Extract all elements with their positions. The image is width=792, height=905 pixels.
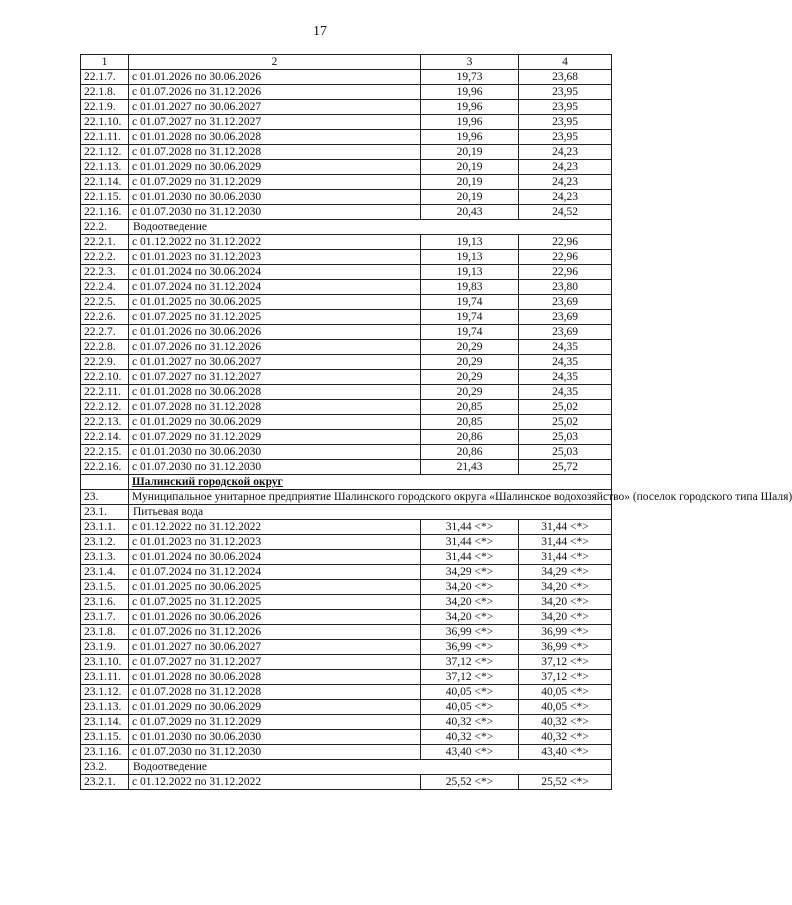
col4-value: 24,35: [519, 370, 612, 385]
period-cell: с 01.07.2027 по 31.12.2027: [129, 655, 421, 670]
period-cell: с 01.01.2030 по 30.06.2030: [129, 730, 421, 745]
section-label: Водоотведение: [129, 220, 612, 235]
header-col-3: 3: [421, 55, 519, 70]
row-number: 22.1.12.: [81, 145, 129, 160]
row-number: 23.1.13.: [81, 700, 129, 715]
table-row: [81, 340, 612, 355]
col4-value: 24,23: [519, 160, 612, 175]
col3-value: 19,13: [421, 265, 519, 280]
table-row: [81, 415, 612, 430]
period-cell: с 01.01.2026 по 30.06.2026: [129, 610, 421, 625]
period-cell: с 01.07.2028 по 31.12.2028: [129, 685, 421, 700]
section-label: Питьевая вода: [129, 505, 612, 520]
col4-value: 23,69: [519, 310, 612, 325]
table-row: [81, 130, 612, 145]
period-cell: с 01.01.2027 по 30.06.2027: [129, 355, 421, 370]
period-cell: с 01.01.2028 по 30.06.2028: [129, 385, 421, 400]
period-cell: с 01.01.2026 по 30.06.2026: [129, 325, 421, 340]
col4-value: 40,05 <*>: [519, 685, 612, 700]
col4-value: 31,44 <*>: [519, 535, 612, 550]
row-number: 22.2.5.: [81, 295, 129, 310]
col3-value: 19,73: [421, 70, 519, 85]
period-cell: с 01.07.2029 по 31.12.2029: [129, 175, 421, 190]
table-row: [81, 565, 612, 580]
row-number: 23.1.6.: [81, 595, 129, 610]
section-number: 23.1.: [81, 505, 129, 520]
col3-value: 19,74: [421, 310, 519, 325]
col3-value: 37,12 <*>: [421, 670, 519, 685]
page-number: 17: [313, 24, 327, 39]
table-row: [81, 175, 612, 190]
section-row-23-2: [81, 760, 612, 775]
col3-value: 34,20 <*>: [421, 580, 519, 595]
col4-value: 25,52 <*>: [519, 775, 612, 790]
row-number: 23.1.2.: [81, 535, 129, 550]
section-label: Водоотведение: [129, 760, 612, 775]
col3-value: 19,13: [421, 250, 519, 265]
table-row: [81, 610, 612, 625]
row-number: 22.2.14.: [81, 430, 129, 445]
col3-value: 20,43: [421, 205, 519, 220]
col3-value: 31,44 <*>: [421, 535, 519, 550]
table-row: [81, 145, 612, 160]
col4-value: 22,96: [519, 250, 612, 265]
table-row: [81, 670, 612, 685]
table-row: [81, 325, 612, 340]
table-row: [81, 310, 612, 325]
section-number: 22.2.: [81, 220, 129, 235]
row-number: 22.2.15.: [81, 445, 129, 460]
col4-value: 34,20 <*>: [519, 595, 612, 610]
col4-value: 22,96: [519, 235, 612, 250]
col4-value: 22,96: [519, 265, 612, 280]
table-row: [81, 160, 612, 175]
col4-value: 31,44 <*>: [519, 520, 612, 535]
period-cell: с 01.07.2029 по 31.12.2029: [129, 715, 421, 730]
row-number: 22.1.9.: [81, 100, 129, 115]
period-cell: с 01.07.2029 по 31.12.2029: [129, 430, 421, 445]
table-row: [81, 265, 612, 280]
col3-value: 19,83: [421, 280, 519, 295]
col3-value: 40,05 <*>: [421, 700, 519, 715]
organization-number: 23.: [81, 490, 129, 505]
period-cell: с 01.07.2024 по 31.12.2024: [129, 280, 421, 295]
row-number: 22.2.7.: [81, 325, 129, 340]
period-cell: с 01.01.2024 по 30.06.2024: [129, 550, 421, 565]
col3-value: 43,40 <*>: [421, 745, 519, 760]
col3-value: 34,20 <*>: [421, 595, 519, 610]
header-col-1: 1: [81, 55, 129, 70]
row-number: 23.1.14.: [81, 715, 129, 730]
col4-value: 25,72: [519, 460, 612, 475]
table-row: [81, 520, 612, 535]
col4-value: 23,95: [519, 85, 612, 100]
period-cell: с 01.07.2026 по 31.12.2026: [129, 625, 421, 640]
table-row: [81, 295, 612, 310]
col4-value: 40,05 <*>: [519, 700, 612, 715]
table-row: [81, 400, 612, 415]
col3-value: 40,05 <*>: [421, 685, 519, 700]
col4-value: 34,20 <*>: [519, 580, 612, 595]
row-number: 22.1.10.: [81, 115, 129, 130]
period-cell: с 01.01.2029 по 30.06.2029: [129, 700, 421, 715]
col3-value: 20,29: [421, 385, 519, 400]
table-row: [81, 445, 612, 460]
col3-value: 19,13: [421, 235, 519, 250]
section-row-22-2: [81, 220, 612, 235]
table-row: [81, 580, 612, 595]
period-cell: с 01.07.2024 по 31.12.2024: [129, 565, 421, 580]
period-cell: с 01.01.2025 по 30.06.2025: [129, 295, 421, 310]
row-number: 22.2.11.: [81, 385, 129, 400]
row-number: 23.2.1.: [81, 775, 129, 790]
period-cell: с 01.01.2023 по 31.12.2023: [129, 250, 421, 265]
col4-value: 23,95: [519, 115, 612, 130]
table-row: [81, 550, 612, 565]
row-number: 22.1.8.: [81, 85, 129, 100]
period-cell: с 01.01.2030 по 30.06.2030: [129, 190, 421, 205]
col4-value: 23,69: [519, 325, 612, 340]
col3-value: 20,19: [421, 190, 519, 205]
table-row: [81, 205, 612, 220]
col3-value: 40,32 <*>: [421, 730, 519, 745]
row-number: 22.1.7.: [81, 70, 129, 85]
col3-value: 34,20 <*>: [421, 610, 519, 625]
col3-value: 20,19: [421, 175, 519, 190]
col3-value: 19,96: [421, 130, 519, 145]
col4-value: 23,95: [519, 130, 612, 145]
col3-value: 20,19: [421, 145, 519, 160]
group-22-1-rows: [81, 70, 612, 220]
table-row: [81, 355, 612, 370]
table-row: [81, 85, 612, 100]
col3-value: 20,86: [421, 430, 519, 445]
period-cell: с 01.07.2028 по 31.12.2028: [129, 145, 421, 160]
col4-value: 31,44 <*>: [519, 550, 612, 565]
table-row: [81, 715, 612, 730]
col4-value: 23,80: [519, 280, 612, 295]
col3-value: 31,44 <*>: [421, 520, 519, 535]
col4-value: 25,03: [519, 445, 612, 460]
row-number: 23.1.1.: [81, 520, 129, 535]
col3-value: 20,86: [421, 445, 519, 460]
col4-value: 37,12 <*>: [519, 655, 612, 670]
col4-value: 23,69: [519, 295, 612, 310]
table-row: [81, 100, 612, 115]
period-cell: с 01.01.2024 по 30.06.2024: [129, 265, 421, 280]
period-cell: с 01.01.2029 по 30.06.2029: [129, 160, 421, 175]
row-number: 22.2.13.: [81, 415, 129, 430]
col3-value: 20,29: [421, 355, 519, 370]
period-cell: с 01.07.2026 по 31.12.2026: [129, 340, 421, 355]
organization-row: [81, 490, 612, 505]
row-number: 23.1.5.: [81, 580, 129, 595]
col4-value: 25,02: [519, 400, 612, 415]
row-number: 23.1.4.: [81, 565, 129, 580]
table-row: [81, 190, 612, 205]
col4-value: 43,40 <*>: [519, 745, 612, 760]
period-cell: с 01.01.2023 по 31.12.2023: [129, 535, 421, 550]
table-row: [81, 595, 612, 610]
table-row: [81, 745, 612, 760]
col4-value: 40,32 <*>: [519, 730, 612, 745]
col4-value: 23,68: [519, 70, 612, 85]
region-row: [81, 475, 612, 490]
col4-value: 24,23: [519, 175, 612, 190]
col4-value: 36,99 <*>: [519, 640, 612, 655]
table-row: [81, 775, 612, 790]
col4-value: 37,12 <*>: [519, 670, 612, 685]
col4-value: 34,29 <*>: [519, 565, 612, 580]
table-row: [81, 70, 612, 85]
row-number: 22.2.3.: [81, 265, 129, 280]
col4-value: 24,35: [519, 355, 612, 370]
period-cell: с 01.07.2030 по 31.12.2030: [129, 745, 421, 760]
table-row: [81, 385, 612, 400]
table-row: [81, 535, 612, 550]
period-cell: с 01.12.2022 по 31.12.2022: [129, 235, 421, 250]
period-cell: с 01.07.2025 по 31.12.2025: [129, 310, 421, 325]
col4-value: 34,20 <*>: [519, 610, 612, 625]
table-row: [81, 625, 612, 640]
col4-value: 40,32 <*>: [519, 715, 612, 730]
col3-value: 19,96: [421, 115, 519, 130]
period-cell: с 01.07.2027 по 31.12.2027: [129, 370, 421, 385]
col3-value: 21,43: [421, 460, 519, 475]
col3-value: 36,99 <*>: [421, 640, 519, 655]
col3-value: 20,85: [421, 400, 519, 415]
section-number: 23.2.: [81, 760, 129, 775]
col4-value: 24,35: [519, 340, 612, 355]
table-header-row: [81, 55, 612, 70]
row-number: 22.1.15.: [81, 190, 129, 205]
table-row: [81, 685, 612, 700]
col3-value: 25,52 <*>: [421, 775, 519, 790]
region-empty-cell: [81, 475, 129, 490]
row-number: 22.1.11.: [81, 130, 129, 145]
row-number: 23.1.7.: [81, 610, 129, 625]
period-cell: с 01.01.2030 по 30.06.2030: [129, 445, 421, 460]
col4-value: 36,99 <*>: [519, 625, 612, 640]
table-row: [81, 700, 612, 715]
row-number: 22.2.8.: [81, 340, 129, 355]
col4-value: 24,23: [519, 145, 612, 160]
table-row: [81, 730, 612, 745]
col3-value: 34,29 <*>: [421, 565, 519, 580]
row-number: 23.1.8.: [81, 625, 129, 640]
table-row: [81, 250, 612, 265]
row-number: 22.1.13.: [81, 160, 129, 175]
table-row: [81, 115, 612, 130]
period-cell: с 01.01.2028 по 30.06.2028: [129, 670, 421, 685]
col3-value: 19,96: [421, 100, 519, 115]
period-cell: с 01.07.2030 по 31.12.2030: [129, 205, 421, 220]
row-number: 23.1.16.: [81, 745, 129, 760]
period-cell: с 01.12.2022 по 31.12.2022: [129, 775, 421, 790]
table-row: [81, 235, 612, 250]
period-cell: с 01.01.2028 по 30.06.2028: [129, 130, 421, 145]
row-number: 23.1.11.: [81, 670, 129, 685]
col3-value: 19,74: [421, 295, 519, 310]
row-number: 23.1.9.: [81, 640, 129, 655]
col3-value: 20,29: [421, 370, 519, 385]
section-row-23-1: [81, 505, 612, 520]
period-cell: с 01.07.2025 по 31.12.2025: [129, 595, 421, 610]
period-cell: с 01.12.2022 по 31.12.2022: [129, 520, 421, 535]
row-number: 22.2.9.: [81, 355, 129, 370]
row-number: 22.2.16.: [81, 460, 129, 475]
col3-value: 19,74: [421, 325, 519, 340]
col3-value: 19,96: [421, 85, 519, 100]
row-number: 22.1.14.: [81, 175, 129, 190]
header-col-2: 2: [129, 55, 421, 70]
period-cell: с 01.01.2026 по 30.06.2026: [129, 70, 421, 85]
col3-value: 20,19: [421, 160, 519, 175]
col3-value: 37,12 <*>: [421, 655, 519, 670]
period-cell: с 01.07.2028 по 31.12.2028: [129, 400, 421, 415]
col4-value: 24,23: [519, 190, 612, 205]
row-number: 23.1.10.: [81, 655, 129, 670]
group-22-2-rows: [81, 235, 612, 475]
organization-name: Муниципальное унитарное предприятие Шалинского городского округа «Шалинское водохозяйство» (поселок городского типа Шаля): [129, 490, 612, 505]
col4-value: 25,02: [519, 415, 612, 430]
row-number: 23.1.15.: [81, 730, 129, 745]
period-cell: с 01.01.2025 по 30.06.2025: [129, 580, 421, 595]
col3-value: 36,99 <*>: [421, 625, 519, 640]
row-number: 22.2.1.: [81, 235, 129, 250]
table-row: [81, 430, 612, 445]
table-row: [81, 460, 612, 475]
period-cell: с 01.07.2030 по 31.12.2030: [129, 460, 421, 475]
col4-value: 23,95: [519, 100, 612, 115]
table-row: [81, 640, 612, 655]
tariff-table: [80, 54, 792, 790]
col4-value: 24,35: [519, 385, 612, 400]
period-cell: с 01.01.2027 по 30.06.2027: [129, 100, 421, 115]
row-number: 23.1.12.: [81, 685, 129, 700]
table-row: [81, 655, 612, 670]
col3-value: 20,85: [421, 415, 519, 430]
row-number: 22.2.4.: [81, 280, 129, 295]
col3-value: 20,29: [421, 340, 519, 355]
row-number: 22.2.10.: [81, 370, 129, 385]
period-cell: с 01.01.2029 по 30.06.2029: [129, 415, 421, 430]
group-23-1-rows: [81, 520, 612, 760]
table-row: [81, 280, 612, 295]
col4-value: 24,52: [519, 205, 612, 220]
row-number: 22.2.12.: [81, 400, 129, 415]
period-cell: с 01.07.2026 по 31.12.2026: [129, 85, 421, 100]
header-col-4: 4: [519, 55, 612, 70]
col3-value: 40,32 <*>: [421, 715, 519, 730]
col4-value: 25,03: [519, 430, 612, 445]
period-cell: с 01.07.2027 по 31.12.2027: [129, 115, 421, 130]
row-number: 22.2.2.: [81, 250, 129, 265]
row-number: 22.2.6.: [81, 310, 129, 325]
row-number: 23.1.3.: [81, 550, 129, 565]
row-number: 22.1.16.: [81, 205, 129, 220]
col3-value: 31,44 <*>: [421, 550, 519, 565]
region-title: Шалинский городской округ: [129, 475, 612, 490]
period-cell: с 01.01.2027 по 30.06.2027: [129, 640, 421, 655]
group-23-2-rows: [81, 775, 612, 790]
table-row: [81, 370, 612, 385]
